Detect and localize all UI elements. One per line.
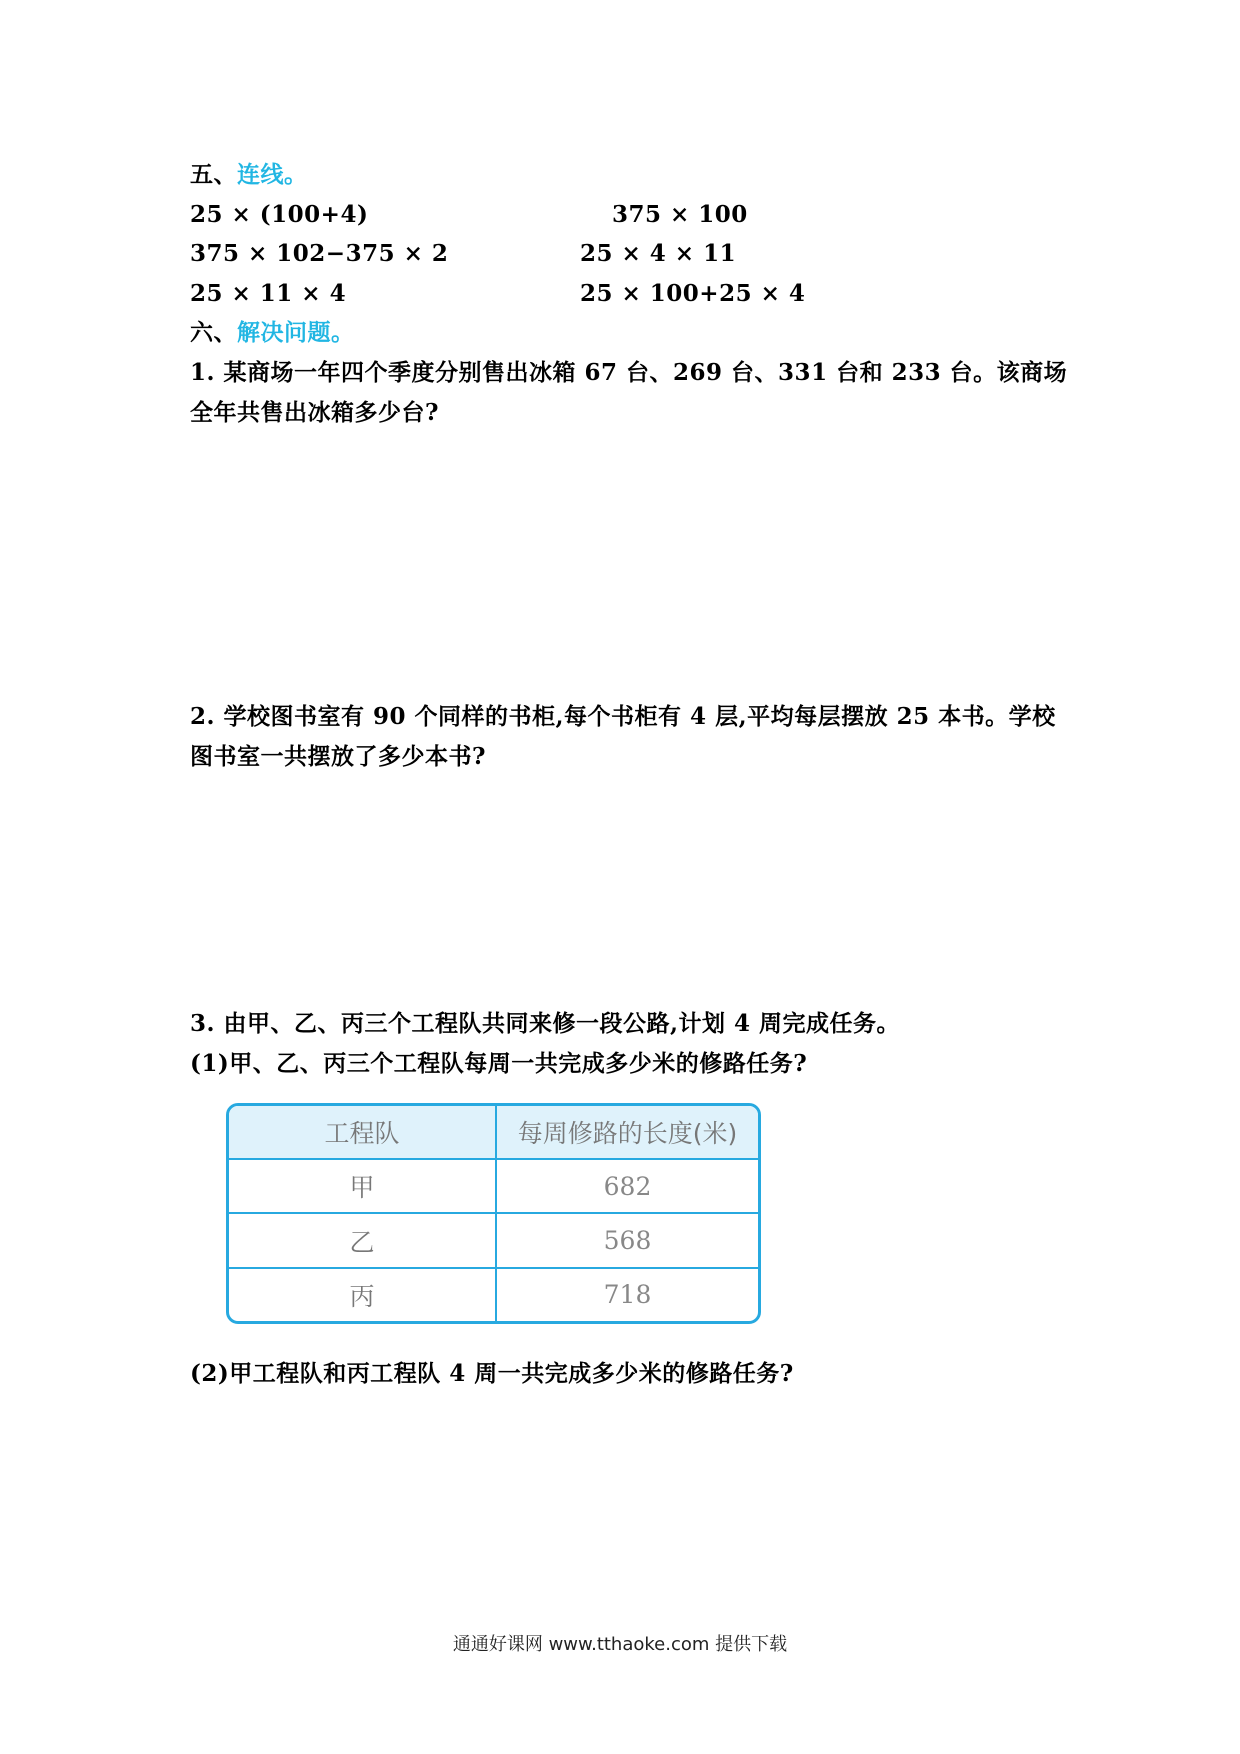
- table-cell-team: 丙: [229, 1268, 496, 1321]
- question-3: 3. 由甲、乙、丙三个工程队共同来修一段公路,计划 4 周完成任务。: [190, 1010, 901, 1037]
- table-header-length: 每周修路的长度(米): [496, 1106, 758, 1159]
- road-work-table: [226, 1103, 761, 1324]
- section-6-heading: [190, 313, 355, 353]
- section-5-prefix: 五、: [190, 161, 237, 188]
- question-3-part-2: (2)甲工程队和丙工程队 4 周一共完成多少米的修路任务?: [190, 1360, 794, 1387]
- match-right-3: 25 × 100+25 × 4: [580, 280, 806, 307]
- table-cell-length: 718: [496, 1268, 758, 1321]
- table-header-row: [229, 1106, 758, 1159]
- footer-credit: 通通好课网 www.tthaoke.com 提供下载: [452, 1634, 788, 1655]
- table-row: [229, 1213, 758, 1267]
- match-left-3: 25 × 11 × 4: [190, 280, 347, 307]
- table-cell-team: 乙: [229, 1213, 496, 1267]
- section-5-heading: [190, 155, 308, 195]
- match-left-1: 25 × (100+4): [190, 201, 369, 228]
- table-header-team: 工程队: [229, 1106, 496, 1159]
- question-2: 2. 学校图书室有 90 个同样的书柜,每个书柜有 4 层,平均每层摆放 25 本书。学校图书室一共摆放了多少本书?: [190, 703, 1056, 770]
- table-cell-length: 568: [496, 1213, 758, 1267]
- match-right-1: 375 × 100: [612, 201, 748, 228]
- table-cell-team: 甲: [229, 1159, 496, 1213]
- match-right-2: 25 × 4 × 11: [580, 240, 737, 267]
- table-row: [229, 1268, 758, 1321]
- table-row: [229, 1159, 758, 1213]
- road-work-table-grid: [229, 1106, 758, 1321]
- section-5-title: 连线。: [237, 161, 308, 188]
- question-1: 1. 某商场一年四个季度分别售出冰箱 67 台、269 台、331 台和 233 台。该商场全年共售出冰箱多少台?: [190, 359, 1068, 426]
- question-3-part-1: (1)甲、乙、丙三个工程队每周一共完成多少米的修路任务?: [190, 1050, 808, 1077]
- table-cell-length: 682: [496, 1159, 758, 1213]
- section-6-title: 解决问题。: [237, 319, 355, 346]
- match-left-2: 375 × 102−375 × 2: [190, 240, 449, 267]
- section-6-prefix: 六、: [190, 319, 237, 346]
